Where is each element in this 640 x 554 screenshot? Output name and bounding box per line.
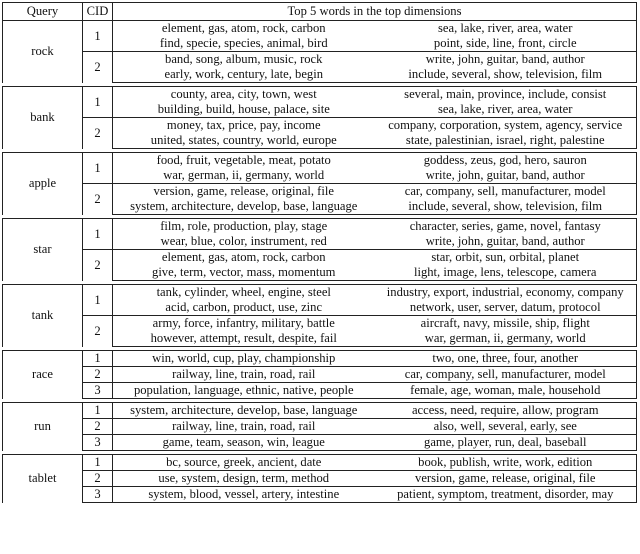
- top-words-left-cell: band, song, album, music, rock: [113, 52, 375, 68]
- top-words-left-cell: county, area, city, town, west: [113, 87, 375, 103]
- table-row: [3, 316, 637, 332]
- top-words-left-cell: food, fruit, vegetable, meat, potato: [113, 153, 375, 169]
- top-words-left-cell: game, team, season, win, league: [113, 435, 375, 451]
- results-table-container: [2, 2, 636, 503]
- top-words-left-cell: railway, line, train, road, rail: [113, 367, 375, 383]
- top-words-right-cell: write, john, guitar, band, author: [375, 52, 637, 68]
- cid-cell: 3: [83, 383, 113, 399]
- table-row: [3, 21, 637, 37]
- header-query: Query: [3, 3, 83, 21]
- top-words-left-cell: element, gas, atom, rock, carbon: [113, 21, 375, 37]
- cid-cell: 2: [83, 250, 113, 281]
- top-words-left-cell: acid, carbon, product, use, zinc: [165, 300, 323, 314]
- cid-cell: 1: [83, 403, 113, 419]
- table-row: [3, 435, 637, 451]
- table-row: [3, 153, 637, 169]
- top-words-right-cell: car, company, sell, manufacturer, model: [375, 367, 637, 383]
- top-words-right-cell: light, image, lens, telescope, camera: [375, 265, 637, 281]
- top-words-left-cell: give, term, vector, mass, momentum: [113, 265, 375, 281]
- table-row: [3, 250, 637, 266]
- top-words-left-cell: united, states, country, world, europe: [113, 133, 375, 149]
- top-words-left-cell: army, force, infantry, military, battle: [113, 316, 375, 332]
- top-words-right-cell: company, corporation, system, agency, service: [375, 118, 637, 134]
- cid-cell: 2: [83, 316, 113, 347]
- top-words-left-cell: system, blood, vessel, artery, intestine: [113, 487, 375, 503]
- top-words-right-cell: character, series, game, novel, fantasy: [375, 219, 637, 235]
- top-words-left-cell: win, world, cup, play, championship: [113, 351, 375, 367]
- top-words-right-cell: star, orbit, sun, orbital, planet: [375, 250, 637, 266]
- header-top-words: Top 5 words in the top dimensions: [113, 3, 637, 21]
- cid-cell: 2: [83, 367, 113, 383]
- top-words-left-cell: building, build, house, palace, site: [157, 102, 330, 116]
- cid-cell: 2: [83, 118, 113, 149]
- table-row: [3, 455, 637, 471]
- cid-cell: 3: [83, 435, 113, 451]
- top-words-right-cell: include, several, show, television, film: [375, 199, 637, 215]
- top-words-left-cell: element, gas, atom, rock, carbon: [113, 250, 375, 266]
- table-row: [3, 184, 637, 200]
- cid-cell: 1: [83, 219, 113, 250]
- query-cell: tablet: [3, 455, 83, 503]
- cid-cell: 2: [83, 52, 113, 83]
- top-words-left-cell: railway, line, train, road, rail: [113, 419, 375, 435]
- query-cell: rock: [3, 21, 83, 83]
- top-words-left-cell: use, system, design, term, method: [113, 471, 375, 487]
- cid-cell: 1: [83, 87, 113, 118]
- cid-cell: 1: [83, 455, 113, 471]
- top-words-left-cell: however, attempt, result, despite, fail: [113, 331, 375, 347]
- top-words-right-cell: access, need, require, allow, program: [375, 403, 637, 419]
- cid-cell: 1: [83, 285, 113, 316]
- top-words-right-cell: also, well, several, early, see: [375, 419, 637, 435]
- table-row: [3, 367, 637, 383]
- table-row: [3, 403, 637, 419]
- top-words-right-cell: war, german, ii, germany, world: [375, 331, 637, 347]
- top-words-left-cell: wear, blue, color, instrument, red: [160, 234, 327, 248]
- header-row: [3, 3, 637, 21]
- top-words-left-cell: system, architecture, develop, base, language: [113, 403, 375, 419]
- top-words-right-cell: female, age, woman, male, household: [375, 383, 637, 399]
- query-clusters-table: [2, 2, 637, 503]
- query-cell: race: [3, 351, 83, 399]
- header-cid: CID: [83, 3, 113, 21]
- top-words-right-cell: goddess, zeus, god, hero, sauron: [375, 153, 637, 169]
- top-words-right-cell: game, player, run, deal, baseball: [375, 435, 637, 451]
- table-row: [3, 118, 637, 134]
- query-cell: star: [3, 219, 83, 281]
- cid-cell: 1: [83, 21, 113, 52]
- top-words-left-cell: population, language, ethnic, native, people: [113, 383, 375, 399]
- top-words-right-cell: several, main, province, include, consist: [375, 87, 637, 103]
- table-row: [3, 219, 637, 235]
- cid-cell: 1: [83, 153, 113, 184]
- top-words-right-cell: patient, symptom, treatment, disorder, may: [375, 487, 637, 503]
- top-words-left-cell: tank, cylinder, wheel, engine, steel: [113, 285, 375, 301]
- table-row: [3, 487, 637, 503]
- cid-cell: 3: [83, 487, 113, 503]
- top-words-right-cell: sea, lake, river, area, water: [375, 102, 637, 118]
- table-row: [3, 383, 637, 399]
- top-words-right-cell: aircraft, navy, missile, ship, flight: [375, 316, 637, 332]
- top-words-right-cell: car, company, sell, manufacturer, model: [375, 184, 637, 200]
- top-words-right-cell: point, side, line, front, circle: [375, 36, 637, 52]
- top-words-right-cell: version, game, release, original, file: [375, 471, 637, 487]
- top-words-right-cell: industry, export, industrial, economy, company: [375, 285, 637, 301]
- top-words-left-cell: version, game, release, original, file: [113, 184, 375, 200]
- cid-cell: 2: [83, 419, 113, 435]
- top-words-left-cell: system, architecture, develop, base, language: [113, 199, 375, 215]
- top-words-left-cell: money, tax, price, pay, income: [113, 118, 375, 134]
- cid-cell: 2: [83, 184, 113, 215]
- cid-cell: 2: [83, 471, 113, 487]
- table-header: [3, 3, 637, 21]
- top-words-left-cell: find, specie, species, animal, bird: [159, 36, 328, 50]
- query-cell: tank: [3, 285, 83, 347]
- query-cell: run: [3, 403, 83, 451]
- top-words-left-cell: film, role, production, play, stage: [113, 219, 375, 235]
- query-cell: apple: [3, 153, 83, 215]
- top-words-right-cell: network, user, server, datum, protocol: [375, 300, 637, 316]
- table-row: [3, 52, 637, 68]
- cid-cell: 1: [83, 351, 113, 367]
- top-words-right-cell: book, publish, write, work, edition: [375, 455, 637, 471]
- top-words-left-cell: early, work, century, late, begin: [113, 67, 375, 83]
- top-words-right-cell: sea, lake, river, area, water: [375, 21, 637, 37]
- top-words-right-cell: write, john, guitar, band, author: [375, 234, 637, 250]
- table-row: [3, 419, 637, 435]
- table-row: [3, 285, 637, 301]
- top-words-right-cell: write, john, guitar, band, author: [375, 168, 637, 184]
- top-words-left-cell: bc, source, greek, ancient, date: [113, 455, 375, 471]
- query-cell: bank: [3, 87, 83, 149]
- top-words-right-cell: include, several, show, television, film: [375, 67, 637, 83]
- table-body: [3, 21, 637, 503]
- top-words-left-cell: war, german, ii, germany, world: [163, 168, 325, 182]
- table-row: [3, 471, 637, 487]
- top-words-right-cell: state, palestinian, israel, right, palestine: [375, 133, 637, 149]
- table-row: [3, 87, 637, 103]
- top-words-right-cell: two, one, three, four, another: [375, 351, 637, 367]
- table-row: [3, 351, 637, 367]
